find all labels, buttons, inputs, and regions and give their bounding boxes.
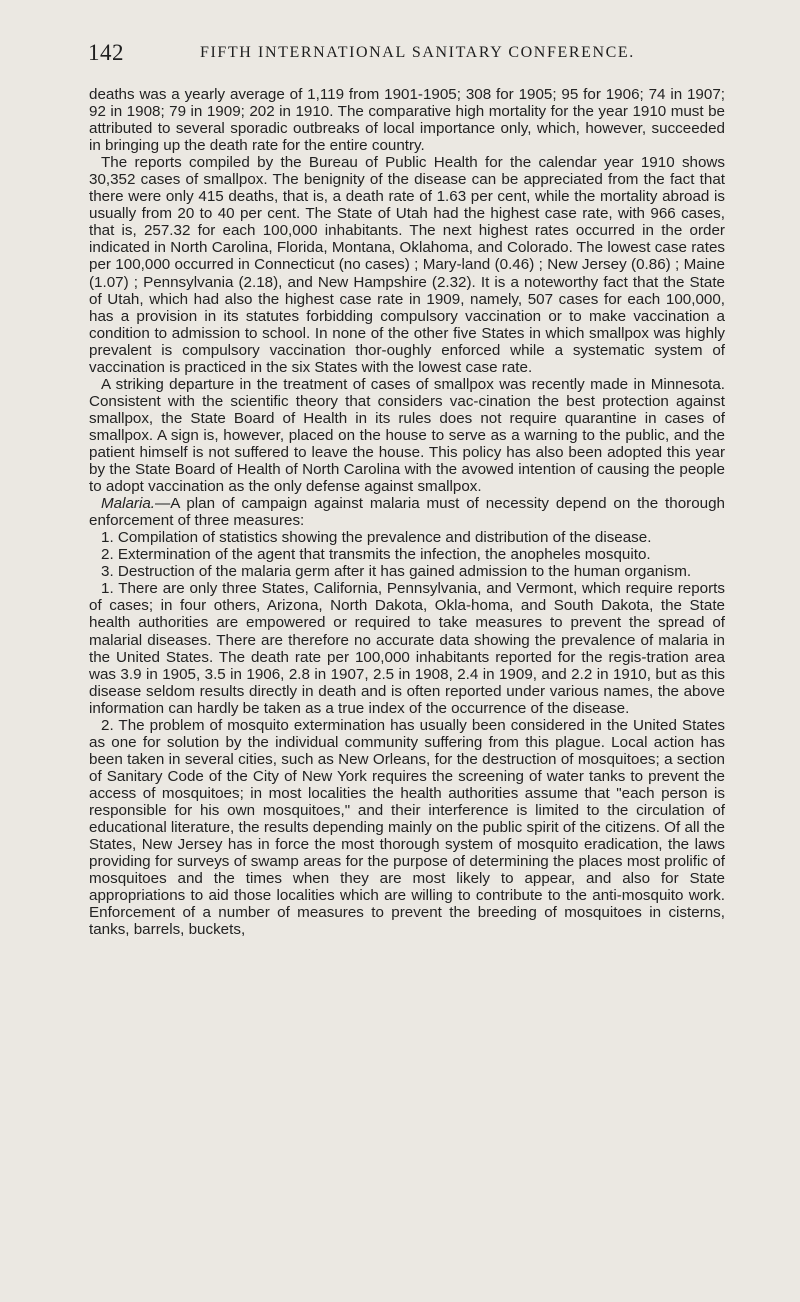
paragraph-smallpox-reports: The reports compiled by the Bureau of Public Health for the calendar year 1910 shows 30,352 cases of smallpox. The benignity of the disease can be appreciated from the fact that there were only 415 deaths, that is, a death rate of 1.63 per cent, while the mortality abroad is usually from 20 to 40 per cent. The State of Utah had the highest case rate, with 966 cases, that is, 257.32 for each 100,000 inhabitants. The next highest rates occurred in the order indicated in North Carolina, Florida, Montana, Oklahoma, and Colorado. The lowest case rates per 100,000 occurred in Connecticut (no cases) ; Mary-land (0.46) ; New Jersey (0.86) ; Maine (1.07) ; Pennsylvania (2.18), and New Hampshire (2.32). It is a noteworthy fact that the State of Utah, which had also the highest case rate in 1909, namely, 507 cases for each 100,000, has a provision in its statutes forbidding compulsory vaccination or to make vaccination a condition to admission to school. In none of the other five States in which smallpox was highly prevalent is compulsory vaccination thor-oughly enforced while a systematic system of vaccination is practiced in the six States with the lowest case rate. bbox=[89, 154, 725, 376]
measure-3: 3. Destruction of the malaria germ after it has gained admission to the human organism. bbox=[101, 563, 692, 581]
measure-2: 2. Extermination of the agent that transmits the infection, the anopheles mosquito. bbox=[101, 546, 651, 564]
page-number: 142 bbox=[88, 40, 124, 65]
paragraph-malaria-intro bbox=[89, 495, 725, 529]
paragraph-mosquito-extermination: 2. The problem of mosquito extermination has usually been considered in the United States as one for solution by the individual community suffering from this plague. Local action has been taken in several cities, such as New Orleans, for the destruction of mosquitoes; a section of Sanitary Code of the City of New York requires the screening of water tanks to prevent the access of mosquitoes; in most localities the health authorities assume that "each person is responsible for his own mosquitoes," and their interference is limited to the circulation of educational literature, the results depending mainly on the public spirit of the citizens. Of all the States, New Jersey has in force the most thorough system of mosquito eradication, the laws providing for surveys of swamp areas for the purpose of determining the places most prolific of mosquitoes and the times when they are most likely to appear, and also for State appropriations to aid those localities which are willing to contribute to the anti-mosquito work. Enforcement of a number of measures to prevent the breeding of mosquitoes in cisterns, tanks, barrels, buckets, bbox=[89, 716, 725, 939]
paragraph-smallpox-deaths: deaths was a yearly average of 1,119 from 1901-1905; 308 for 1905; 95 for 1906; 74 in 1907; 92 in 1908; 79 in 1909; 202 in 1910. The comparative high mortality for the year 1910 must be attributed to several sporadic outbreaks of local importance only, which, however, succeeded in bringing up the death rate for the entire country. bbox=[89, 86, 725, 155]
malaria-heading: Malaria. bbox=[101, 495, 156, 513]
paragraph-malaria-statistics: 1. There are only three States, California, Pennsylvania, and Vermont, which require reports of cases; in four others, Arizona, North Dakota, Okla-homa, and South Dakota, the State health authorities are empowered or required to take measures to prevent the spread of malarial diseases. There are therefore no accurate data showing the prevalence of malaria in the United States. The death rate per 100,000 inhabitants reported for the regis-tration area was 3.9 in 1905, 3.5 in 1906, 2.8 in 1907, 2.5 in 1908, 2.4 in 1909, and 2.2 in 1910, but as this disease seldom results directly in death and is often reported under various names, the above information can hardly be taken as a true index of the occurrence of the disease. bbox=[89, 580, 725, 717]
malaria-intro-text: —A plan of campaign against malaria must of necessity depend on the thorough enforcement of three measures: bbox=[89, 495, 725, 530]
measure-1: 1. Compilation of statistics showing the prevalence and distribution of the disease. bbox=[101, 529, 652, 547]
running-head: FIFTH INTERNATIONAL SANITARY CONFERENCE. bbox=[200, 44, 635, 61]
page-header bbox=[88, 40, 728, 70]
paragraph-minnesota-policy: A striking departure in the treatment of cases of smallpox was recently made in Minnesota. Consistent with the scientific theory that considers vac-cination the best protection against smallpox, the State Board of Health in its rules does not require quarantine in cases of smallpox. A sign is, however, placed on the house to serve as a warning to the public, and the patient himself is not suffered to leave the house. This policy has also been adopted this year by the State Board of Health of North Carolina with the avowed intention of causing the people to adopt vaccination as the only defense against smallpox. bbox=[89, 375, 725, 496]
body-text bbox=[89, 86, 725, 938]
